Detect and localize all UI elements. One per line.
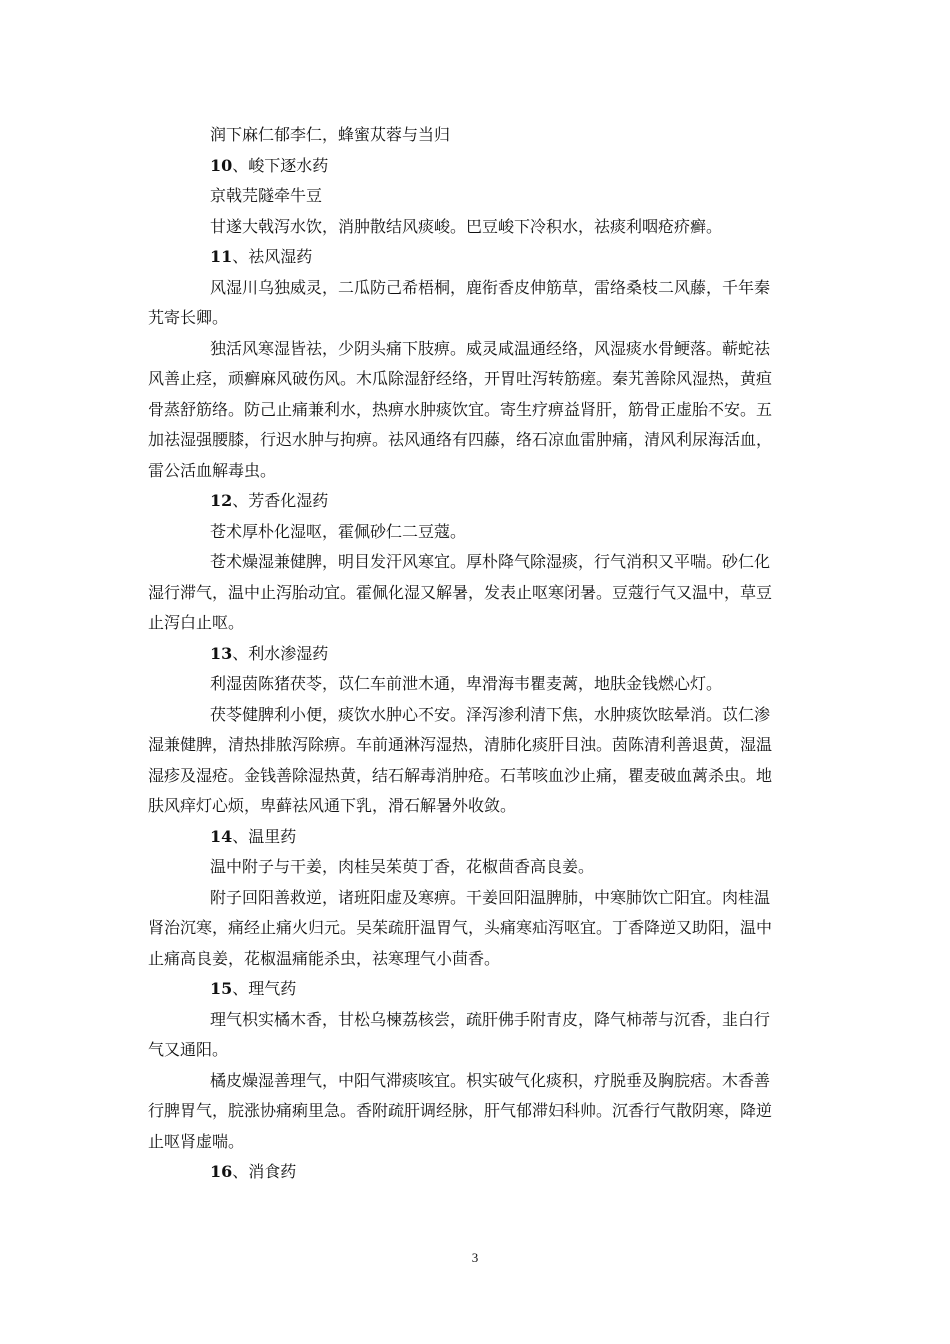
section-heading (148, 639, 808, 670)
text-line: 艽寄长卿。 (148, 308, 229, 327)
text-line: 甘遂大戟泻水饮，消肿散结风痰峻。巴豆峻下冷积水，祛痰利咽疮疥癣。 (210, 216, 723, 236)
section-number: 13 (210, 643, 233, 663)
text-line: 风湿川乌独威灵，二瓜防己希梧桐，鹿衔香皮伸筋草，雷络桑枝二风藤，千年秦 (210, 277, 771, 297)
section-number: 12 (210, 491, 233, 510)
text-line: 独活风寒湿皆祛，少阴头痛下肢痹。威灵咸温通经络，风湿痰水骨鲠落。蕲蛇祛 (210, 338, 771, 358)
section-number: 14 (210, 826, 233, 846)
text-line: 茯苓健脾利小便，痰饮水肿心不安。泽泻渗利清下焦，水肿痰饮眩晕消。苡仁渗 (210, 704, 771, 724)
text-line: 京戟芫隧牵牛豆 (210, 186, 323, 205)
section-number: 11 (210, 247, 233, 266)
text-line: 湿行滞气，温中止泻胎动宜。霍佩化湿又解暑，发表止呕寒闭暑。豆蔻行气又温中，草豆 (148, 582, 773, 602)
text-line: 肾治沉寒，痛经止痛火归元。吴茱疏肝温胃气，头痛寒疝泻呕宜。丁香降逆又助阳，温中 (148, 918, 773, 937)
text-line: 温中附子与干姜，肉桂吴茱萸丁香，花椒茴香高良姜。 (210, 857, 595, 876)
section-title: 、祛风湿药 (232, 247, 313, 266)
section-heading (148, 242, 808, 273)
text-line: 利湿茵陈猪茯苓，苡仁车前泄木通，卑滑海韦瞿麦蓠，地肤金钱燃心灯。 (210, 674, 723, 693)
text-line: 止泻白止呕。 (148, 613, 245, 632)
text-line: 雷公活血解毒虫。 (148, 460, 277, 480)
text-line: 湿疹及湿疮。金钱善除湿热黄，结石解毒消肿疮。石苇咳血沙止痛，瞿麦破血蓠杀虫。地 (148, 765, 773, 785)
section-heading (148, 1157, 808, 1188)
text-line: 止呕肾虚喘。 (148, 1131, 245, 1151)
document-body (148, 120, 808, 1188)
section-title: 、温里药 (232, 826, 297, 846)
section-title: 、利水渗湿药 (232, 643, 329, 663)
section-heading (148, 822, 808, 853)
section-title: 、理气药 (232, 979, 297, 998)
page-number: 3 (471, 1250, 479, 1265)
text-line: 附子回阳善救逆，诸班阳虚及寒痹。干姜回阳温脾肺，中寒肺饮亡阳宜。肉桂温 (210, 887, 771, 907)
text-line: 行脾胃气，脘涨协痛痢里急。香附疏肝调经脉，肝气郁滞妇科帅。沉香行气散阴寒，降逆 (148, 1101, 773, 1120)
text-line: 止痛高良姜，花椒温痛能杀虫，祛寒理气小茴香。 (148, 948, 501, 968)
section-heading (148, 151, 808, 182)
text-line: 理气枳实橘木香，甘松乌楝荔核尝，疏肝佛手附青皮，降气柿蒂与沉香，韭白行 (210, 1009, 771, 1029)
section-title: 、消食药 (232, 1162, 297, 1181)
section-number: 16 (210, 1162, 233, 1181)
section-number: 10 (210, 155, 233, 175)
text-line: 气又通阳。 (148, 1040, 229, 1059)
section-heading (148, 486, 808, 517)
text-line: 骨蒸舒筋络。防己止痛兼利水，热痹水肿痰饮宜。寄生疗痹益肾肝，筋骨正虚胎不安。五 (148, 399, 773, 419)
text-line: 加祛湿强腰膝，行迟水肿与拘痹。祛风通络有四藤，络石凉血雷肿痛，清风利尿海活血， (148, 430, 773, 449)
text-line: 苍术燥湿兼健脾，明目发汗风寒宜。厚朴降气除湿痰，行气消积又平喘。砂仁化 (210, 552, 771, 571)
section-title: 、芳香化湿药 (232, 491, 329, 510)
text-line: 风善止痉，顽癣麻风破伤风。木瓜除湿舒经络，开胃吐泻转筋瘥。秦艽善除风湿热，黄疸 (148, 369, 773, 388)
section-number: 15 (210, 979, 233, 998)
text-line: 润下麻仁郁李仁，蜂蜜苁蓉与当归 (210, 125, 451, 144)
section-title: 、峻下逐水药 (232, 155, 329, 175)
text-line: 湿兼健脾，清热排脓泻除痹。车前通淋泻湿热，清肺化痰肝目浊。茵陈清利善退黄，湿温 (148, 735, 773, 754)
text-line: 橘皮燥湿善理气，中阳气滞痰咳宜。枳实破气化痰积，疗脱垂及胸脘痞。木香善 (210, 1070, 771, 1090)
text-line: 苍术厚朴化湿呕，霍佩砂仁二豆蔻。 (210, 521, 467, 541)
section-heading (148, 974, 808, 1005)
text-line: 肤风痒灯心烦，卑藓祛风通下乳，滑石解暑外收敛。 (148, 796, 517, 815)
